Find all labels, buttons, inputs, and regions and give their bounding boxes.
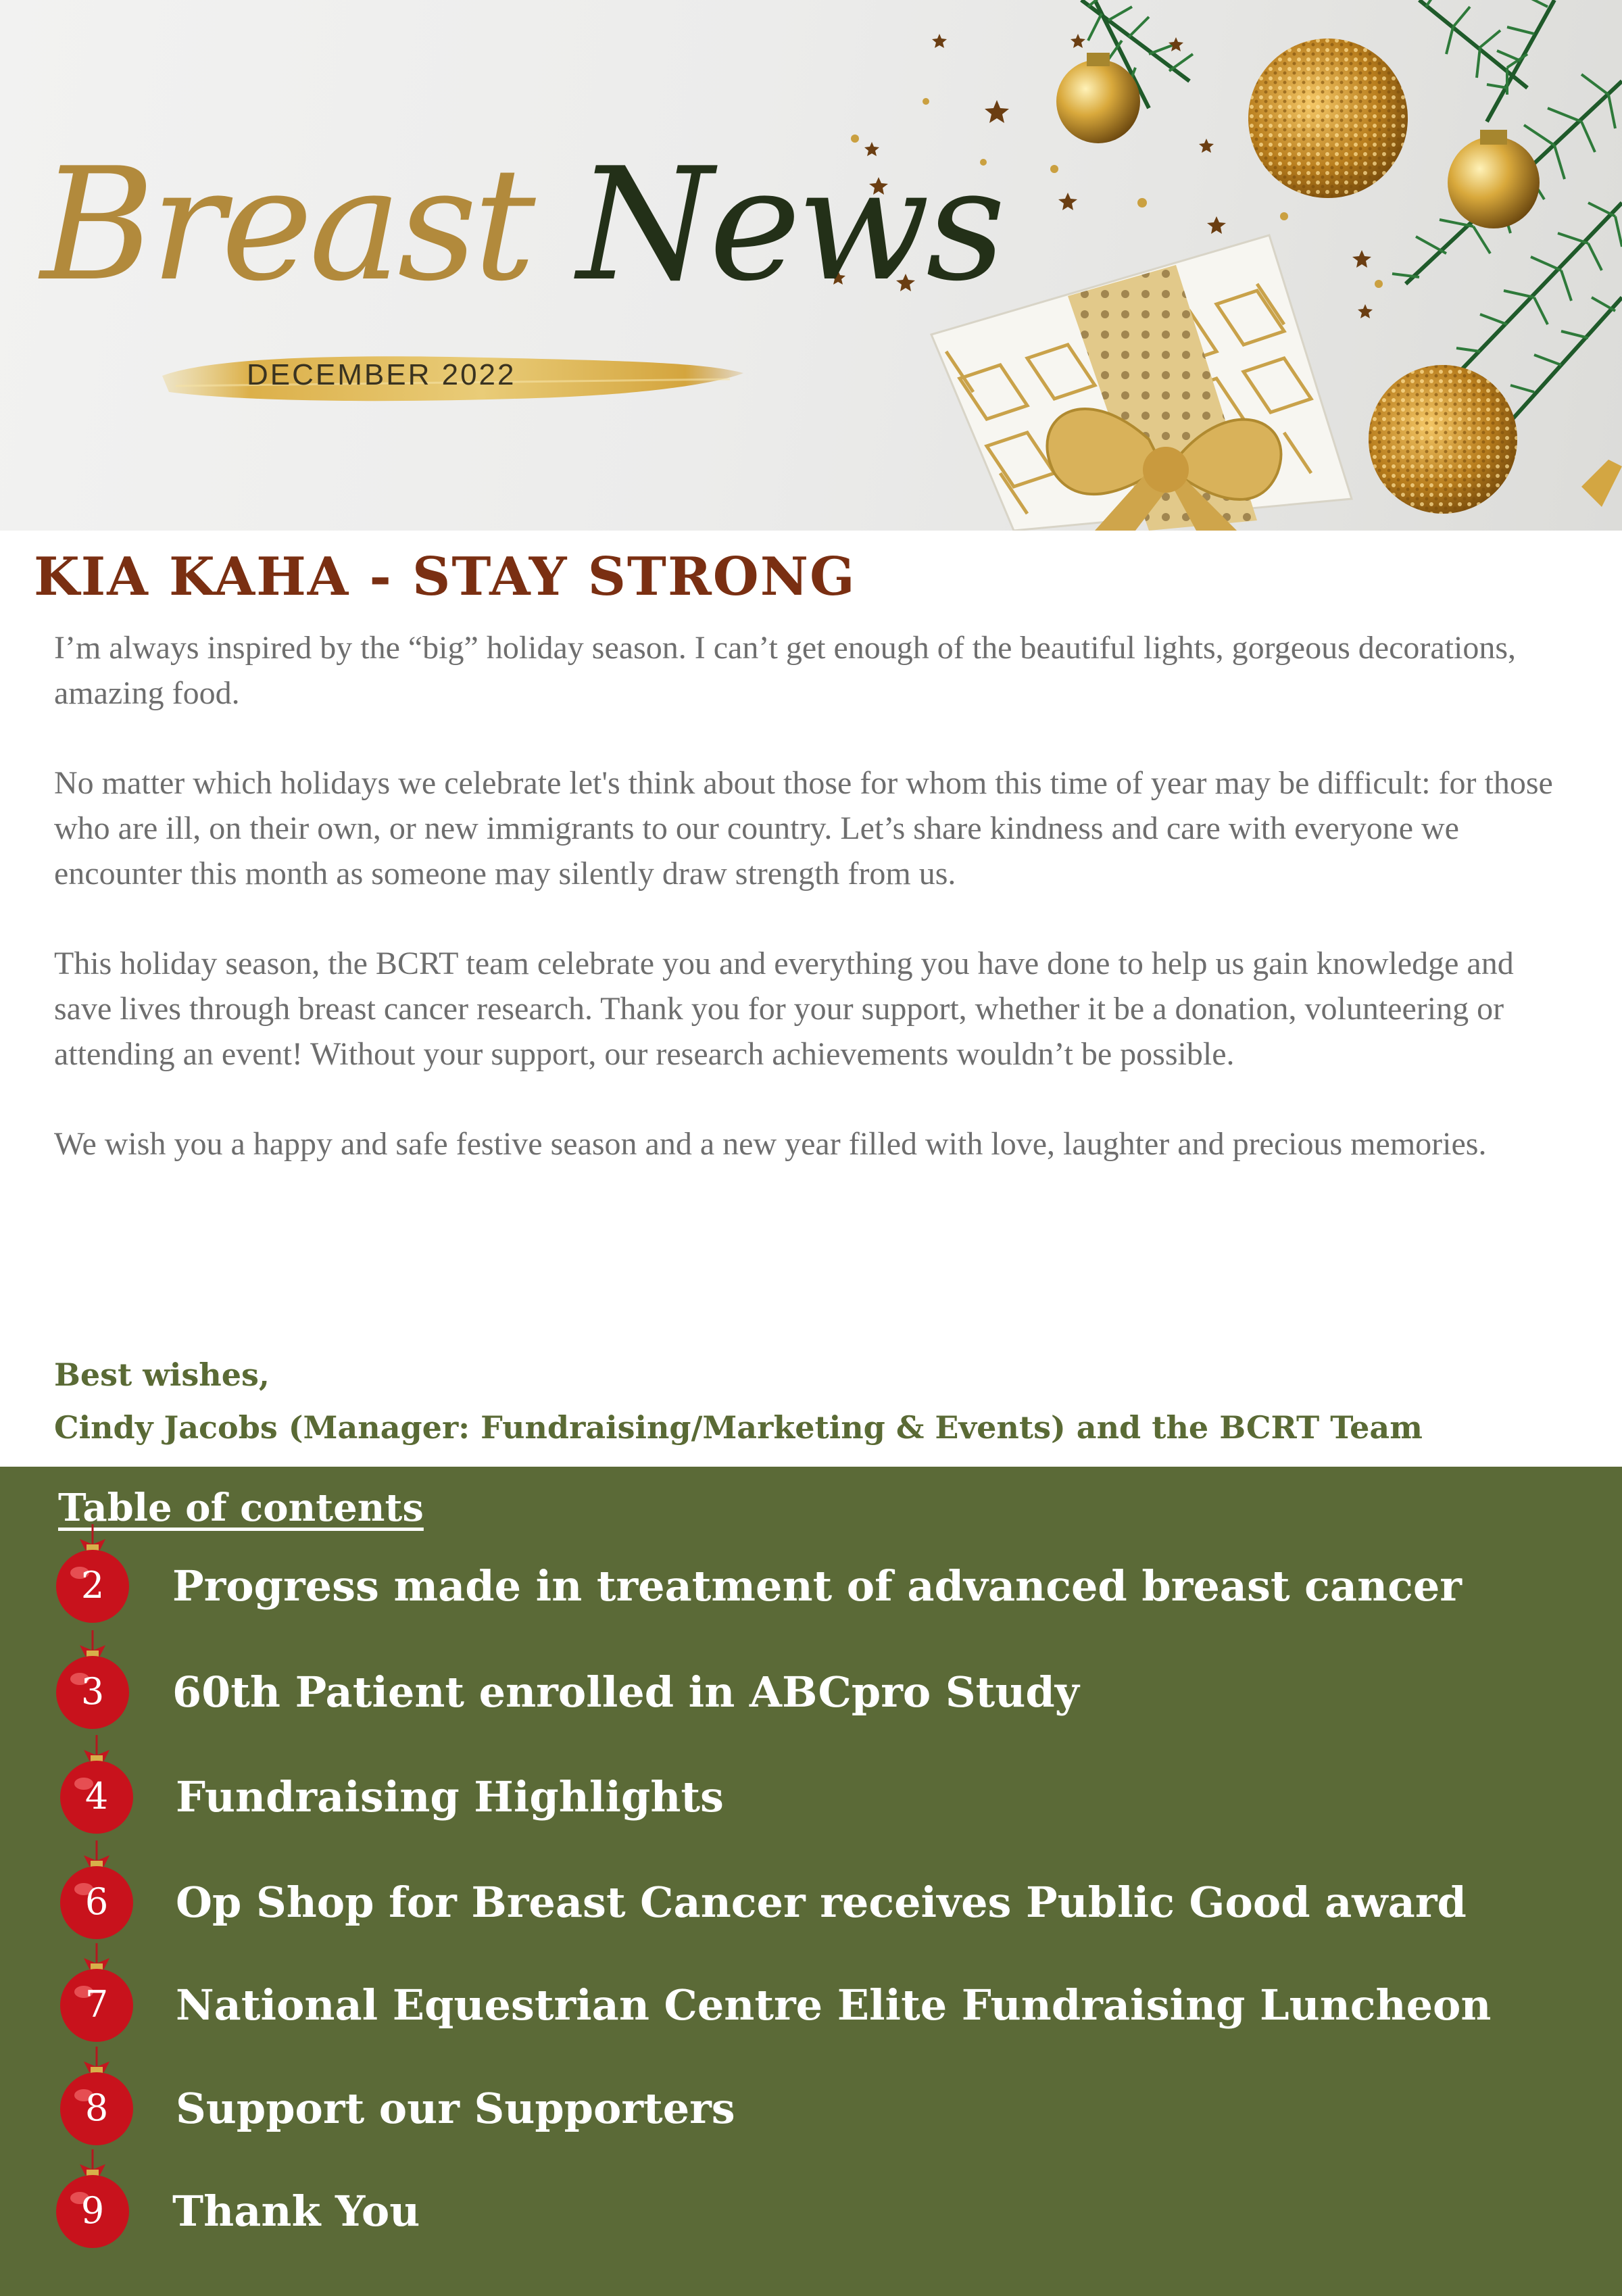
toc-item-title: Fundraising Highlights bbox=[176, 1772, 724, 1822]
toc-item[interactable] bbox=[0, 1555, 1622, 1636]
toc-item[interactable] bbox=[0, 1765, 1622, 1847]
toc-page-number: 8 bbox=[84, 2086, 109, 2129]
header-banner bbox=[0, 0, 1622, 531]
toc-item[interactable] bbox=[0, 2077, 1622, 2158]
toc-item-title: Op Shop for Breast Cancer receives Public Good award bbox=[176, 1878, 1467, 1927]
toc-page-number: 7 bbox=[84, 1983, 109, 2026]
toc-item[interactable] bbox=[0, 2180, 1622, 2261]
intro-headline: KIA KAHA - STAY STRONG bbox=[34, 546, 856, 608]
toc-title: Table of contents bbox=[58, 1486, 424, 1530]
intro-paragraph: No matter which holidays we celebrate let's think about those for whom this time of year may be difficult: for those who are ill, on their own, or new immigrants to our country. Let’s share kindness and care with everyone we encounter this month as someone may silently draw strength from us. bbox=[54, 765, 1553, 891]
toc-item-title: Progress made in treatment of advanced breast cancer bbox=[172, 1561, 1462, 1611]
toc-item-title: Support our Supporters bbox=[176, 2084, 735, 2133]
toc-item[interactable] bbox=[0, 1661, 1622, 1742]
signoff bbox=[54, 1348, 1423, 1454]
toc-item-title: 60th Patient enrolled in ABCpro Study bbox=[172, 1667, 1079, 1717]
toc-item-title: National Equestrian Centre Elite Fundraising Luncheon bbox=[176, 1980, 1492, 2030]
gold-ornament-icon bbox=[1448, 137, 1540, 228]
toc-item[interactable] bbox=[0, 1871, 1622, 1952]
toc-page-number: 6 bbox=[84, 1880, 109, 1923]
signoff-author: Cindy Jacobs (Manager: Fundraising/Marketing & Events) and the BCRT Team bbox=[54, 1409, 1423, 1446]
signoff-greeting: Best wishes, bbox=[54, 1357, 270, 1393]
intro-body bbox=[54, 625, 1561, 1211]
title-word-breast: Breast bbox=[41, 135, 532, 316]
gold-ribbon-icon bbox=[1581, 460, 1622, 507]
title-word-news: News bbox=[576, 135, 1002, 316]
gold-ornament-icon bbox=[1056, 59, 1140, 143]
toc-page-number: 4 bbox=[84, 1775, 109, 1817]
intro-paragraph: I’m always inspired by the “big” holiday season. I can’t get enough of the beautiful lights, gorgeous decorations, amazing food. bbox=[54, 630, 1517, 711]
intro-paragraph: We wish you a happy and safe festive season and a new year filled with love, laughter and precious memories. bbox=[54, 1126, 1487, 1162]
toc-page-number: 3 bbox=[80, 1670, 105, 1713]
newsletter-title bbox=[41, 135, 1002, 316]
issue-date: DECEMBER 2022 bbox=[247, 358, 516, 391]
toc-page-number: 9 bbox=[80, 2189, 105, 2232]
toc-item-title: Thank You bbox=[172, 2187, 420, 2236]
table-of-contents bbox=[0, 1467, 1622, 2296]
intro-paragraph: This holiday season, the BCRT team celebrate you and everything you have done to help us gain knowledge and save lives through breast cancer research. Thank you for your support, whether it be a donation, volunteering or attending an event! Without your support, our research achievements wouldn’t be possible. bbox=[54, 946, 1514, 1072]
toc-page-number: 2 bbox=[80, 1564, 105, 1607]
toc-item[interactable] bbox=[0, 1974, 1622, 2055]
